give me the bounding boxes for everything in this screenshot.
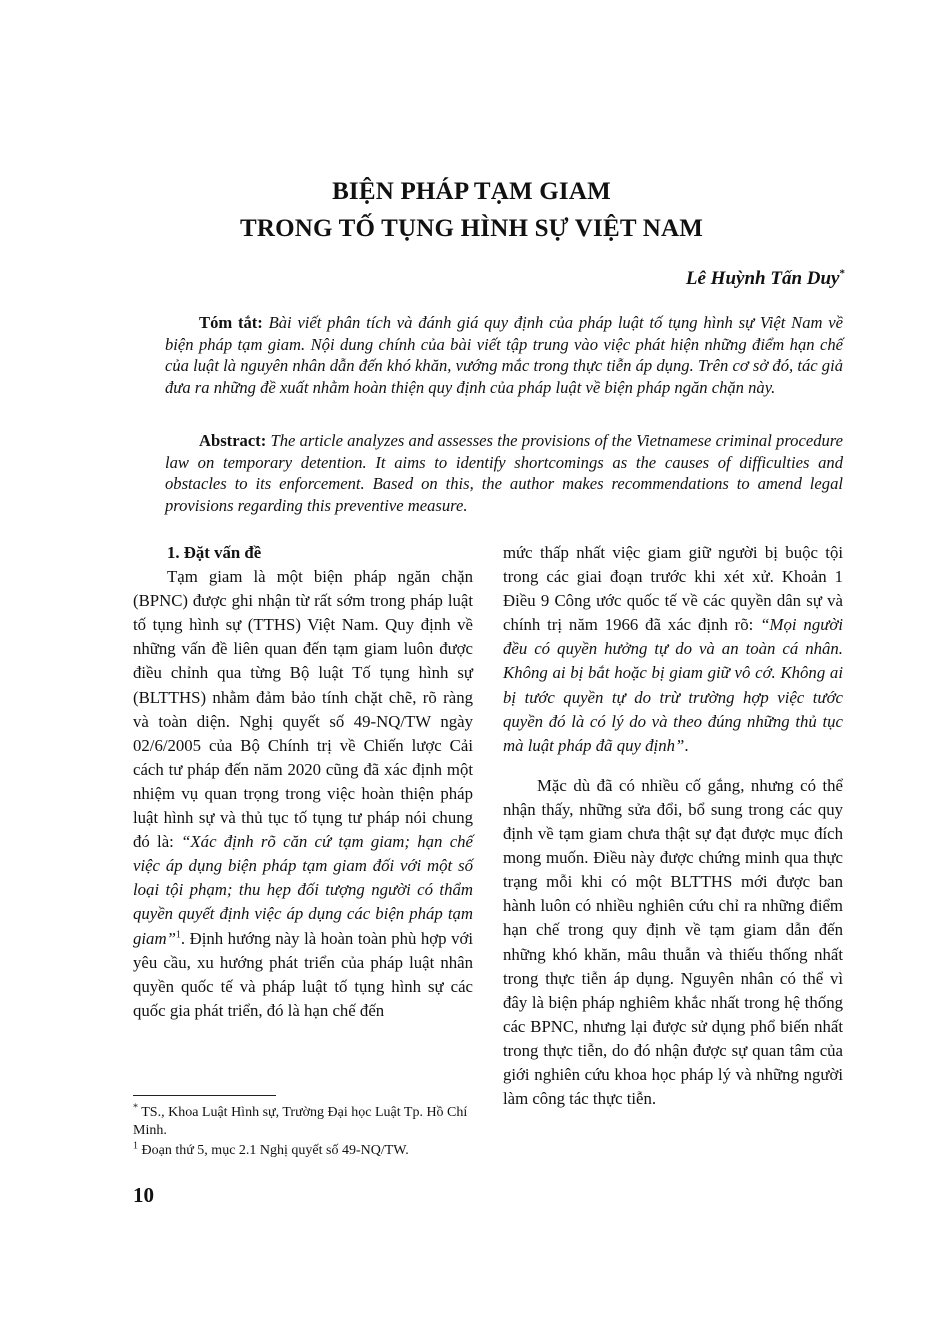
left-column: [133, 541, 473, 1023]
abstract-en-text: The article analyzes and assesses the provisions of the Vietnamese criminal procedure law on temporary detention. It aims to identify shortcomings as the causes of difficulties and obstacles to its enforcement. Based on this, the author makes recommendations to amend legal provisions regarding this preventive measure.: [165, 431, 843, 515]
left-p1-text: Tạm giam là một biện pháp ngăn chặn (BPNC) được ghi nhận từ rất sớm trong pháp luật tố tụng hình sự (TTHS) Việt Nam. Quy định về những vấn đề liên quan đến tạm giam luôn được điều chỉnh qua từng Bộ luật Tố tụng hình sự (BLTTHS) nhằm đảm bảo tính chặt chẽ, rõ ràng và toàn diện. Nghị quyết số 49-NQ/TW ngày 02/6/2005 của Bộ Chính trị về Chiến lược Cải cách tư pháp đến năm 2020 cũng đã xác định một nhiệm vụ quan trọng trong việc hoàn thiện pháp luật hình sự và thủ tục tố tụng tư pháp nói chung đó là:: [133, 567, 473, 852]
right-paragraph-1: [503, 541, 843, 758]
left-paragraph-1: [133, 565, 473, 1023]
right-p1-text: mức thấp nhất việc giam giữ người bị buộc tội trong các giai đoạn trước khi xét xử. Khoản 1 Điều 9 Công ước quốc tế về các quyền dân sự và chính trị năm 1966 đã xác định rõ:: [503, 543, 843, 635]
footnote-1: [133, 1142, 473, 1160]
abstract-vn-text: Bài viết phân tích và đánh giá quy định của pháp luật tố tụng hình sự Việt Nam về biện pháp tạm giam. Nội dung chính của bài viết tập trung vào việc phát hiện những điểm hạn chế của luật là nguyên nhân dẫn đến khó khăn, vướng mắc trong thực tiễn áp dụng. Trên cơ sở đó, tác giả đưa ra những đề xuất nhằm hoàn thiện quy định của pháp luật về biện pháp ngăn chặn này.: [165, 313, 843, 397]
author-name-text: Lê Huỳnh Tấn Duy: [685, 268, 840, 289]
right-p1-quote: “Mọi người đều có quyền hưởng tự do và an toàn cá nhân. Không ai bị bắt hoặc bị giam giữ vô cớ. Không ai bị tước quyền tự do trừ trường hợp việc tước quyền đó là có lý do và theo đúng những thủ tục mà luật pháp đã quy định”: [503, 615, 843, 755]
footnote-author: [133, 1104, 473, 1139]
left-p1-quote: “Xác định rõ căn cứ tạm giam; hạn chế việc áp dụng biện pháp tạm giam đối với một số loại tội phạm; thu hẹp đối tượng người có thẩm quyền quyết định việc áp dụng các biện pháp tạm giam”: [133, 832, 473, 948]
author-footnote-mark: *: [839, 267, 845, 280]
abstract-vn-label: Tóm tắt:: [199, 313, 263, 332]
right-column: [503, 541, 843, 1111]
abstract-english: [165, 430, 843, 516]
article-title-line-2: TRONG TỐ TỤNG HÌNH SỰ VIỆT NAM: [239, 215, 704, 242]
footnote-ref-1[interactable]: 1: [175, 928, 181, 940]
abstract-vietnamese: [165, 312, 843, 398]
footnote-author-mark: *: [133, 1102, 138, 1114]
author-name: [686, 268, 845, 290]
left-p1-after: . Định hướng này là hoàn toàn phù hợp với yêu cầu, xu hướng phát triển của pháp luật nhân quyền quốc tế và pháp luật tố tụng hình sự các quốc gia phát triển, đó là hạn chế đến: [133, 928, 473, 1020]
section-heading: 1. Đặt vấn đề: [167, 543, 262, 562]
footnote-1-mark: 1: [133, 1140, 138, 1152]
right-p1-end: .: [684, 735, 689, 755]
right-paragraph-2: Mặc dù đã có nhiều cố gắng, nhưng có thể nhận thấy, những sửa đổi, bổ sung trong các quy định về tạm giam chưa thật sự đạt được mục đích mong muốn. Điều này được chứng minh qua thực trạng mỗi khi có một BLTTHS mới được ban hành luôn có nhiều nghiên cứu chỉ ra những điểm hạn chế trong quy định về tạm giam dẫn đến những khó khăn, mâu thuẫn và thiếu thống nhất trong thực tiễn áp dụng. Nguyên nhân có thể vì đây là biện pháp nghiêm khắc nhất trong hệ thống các BPNC, nhưng lại được sử dụng phổ biến nhất trong thực tiễn, do đó nhận được sự quan tâm của giới nghiên cứu khoa học pháp lý và những người làm công tác thực tiễn.: [503, 775, 843, 1109]
abstract-en-label: Abstract:: [199, 431, 267, 450]
page-number: 10: [133, 1183, 154, 1207]
footnote-1-text: Đoạn thứ 5, mục 2.1 Nghị quyết số 49-NQ/TW.: [138, 1143, 409, 1158]
article-title-line-1: BIỆN PHÁP TẠM GIAM: [332, 178, 611, 205]
footnote-divider: [133, 1095, 276, 1096]
footnote-author-text: TS., Khoa Luật Hình sự, Trường Đại học Luật Tp. Hồ Chí Minh.: [133, 1105, 468, 1138]
